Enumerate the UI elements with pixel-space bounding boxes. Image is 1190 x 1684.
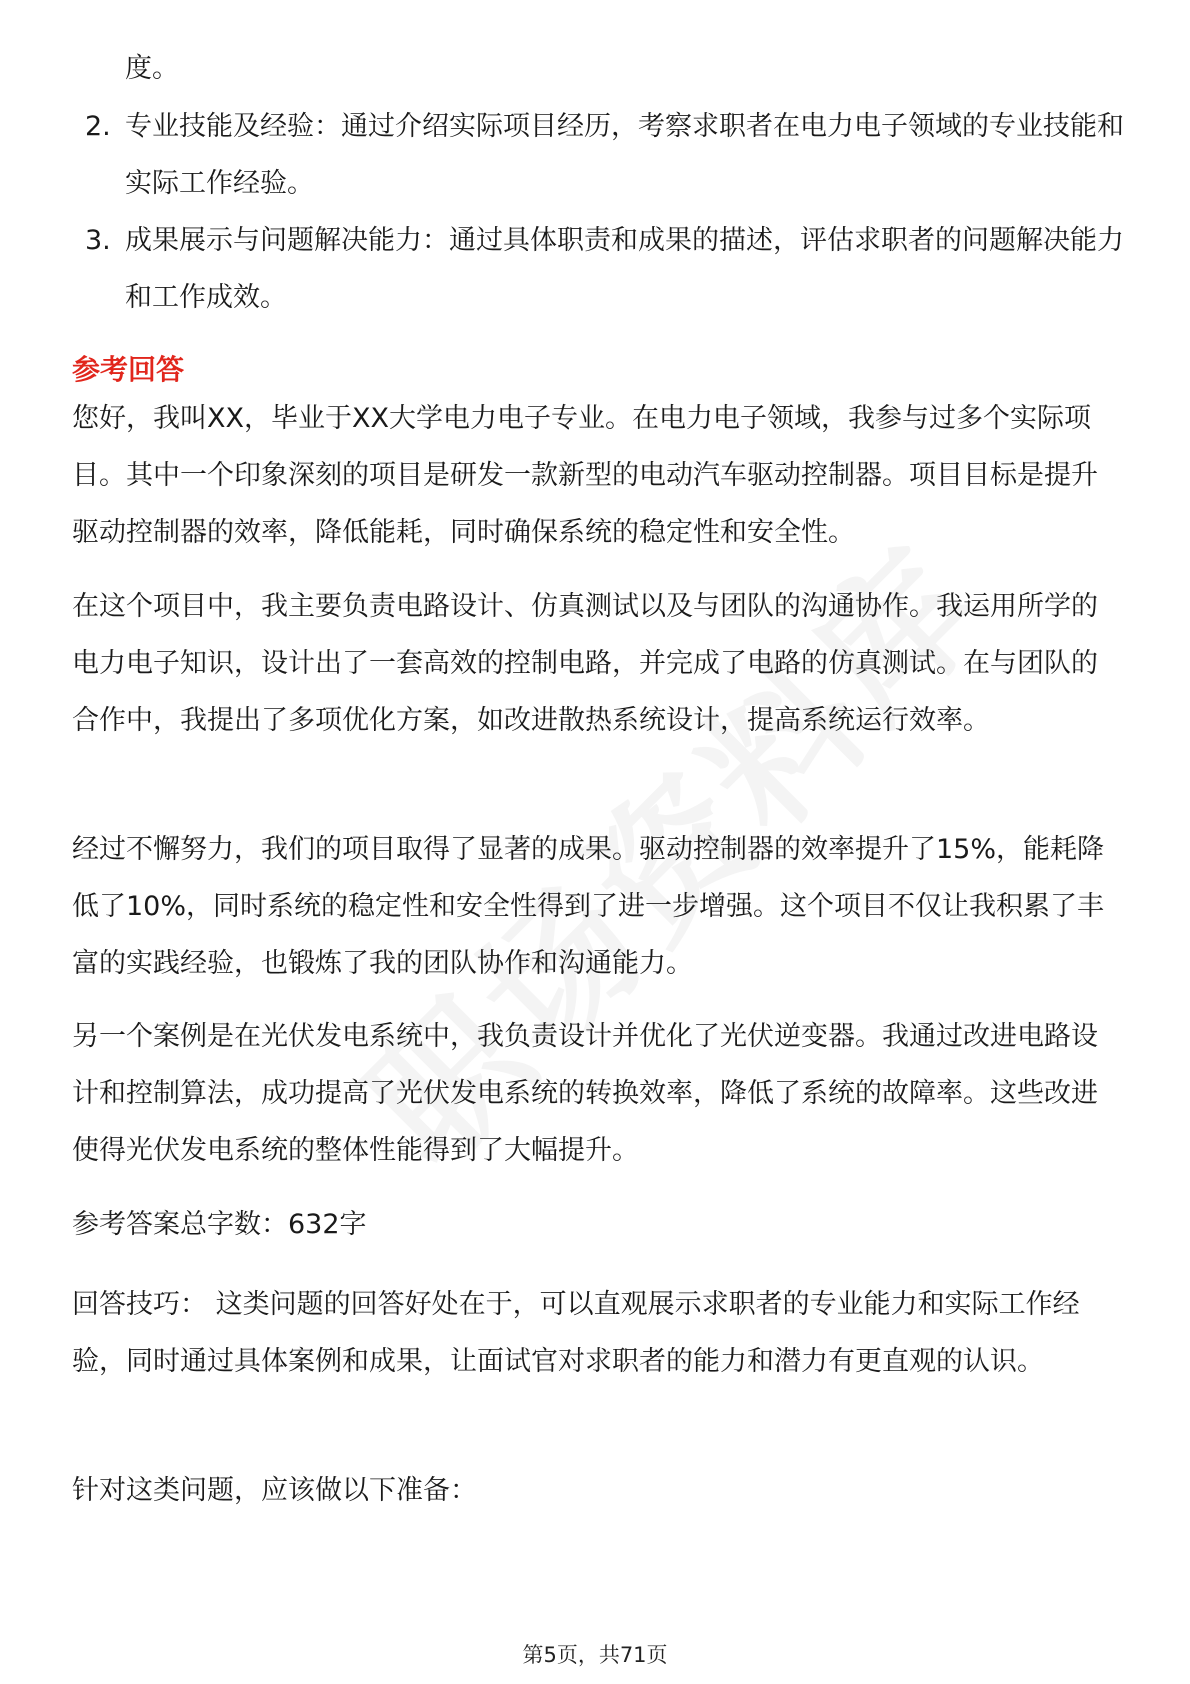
list-number: 3. [85, 225, 111, 256]
list-number: 2. [85, 111, 111, 142]
continued-text: 度。 [125, 53, 179, 84]
answer-paragraph: 另一个案例是在光伏发电系统中，我负责设计并优化了光伏逆变器。我通过改进电路设计和控制算法，成功提高了光伏发电系统的转换效率，降低了系统的故障率。这些改进使得光伏发电系统的整体性能得到了大幅提升。 [72, 1021, 1098, 1166]
list-item [85, 98, 1125, 212]
answer-paragraph: 您好，我叫XX，毕业于XX大学电力电子专业。在电力电子领域，我参与过多个实际项目。其中一个印象深刻的项目是研发一款新型的电动汽车驱动控制器。项目目标是提升驱动控制器的效率，降低能耗，同时确保系统的稳定性和安全性。 [72, 403, 1098, 548]
answer-paragraph: 在这个项目中，我主要负责电路设计、仿真测试以及与团队的沟通协作。我运用所学的电力电子知识，设计出了一套高效的控制电路，并完成了电路的仿真测试。在与团队的合作中，我提出了多项优化方案，如改进散热系统设计，提高系统运行效率。 [72, 591, 1098, 736]
section-title: 参考回答 [72, 353, 185, 386]
word-count: 参考答案总字数：632字 [72, 1209, 367, 1240]
answer-tips: 回答技巧： 这类问题的回答好处在于，可以直观展示求职者的专业能力和实际工作经验，同时通过具体案例和成果，让面试官对求职者的能力和潜力有更直观的认识。 [72, 1289, 1080, 1377]
list-item-text: 成果展示与问题解决能力：通过具体职责和成果的描述，评估求职者的问题解决能力和工作成效。 [125, 225, 1124, 313]
page-number: 第5页，共71页 [522, 1643, 668, 1667]
preparation-heading: 针对这类问题，应该做以下准备： [72, 1475, 477, 1506]
list-item-text: 专业技能及经验：通过介绍实际项目经历，考察求职者在电力电子领域的专业技能和实际工作经验。 [125, 111, 1124, 199]
list-item [85, 212, 1125, 326]
criteria-list [85, 98, 1125, 326]
answer-paragraph: 经过不懈努力，我们的项目取得了显著的成果。驱动控制器的效率提升了15%，能耗降低了10%，同时系统的稳定性和安全性得到了进一步增强。这个项目不仅让我积累了丰富的实践经验，也锻炼了我的团队协作和沟通能力。 [72, 834, 1105, 979]
